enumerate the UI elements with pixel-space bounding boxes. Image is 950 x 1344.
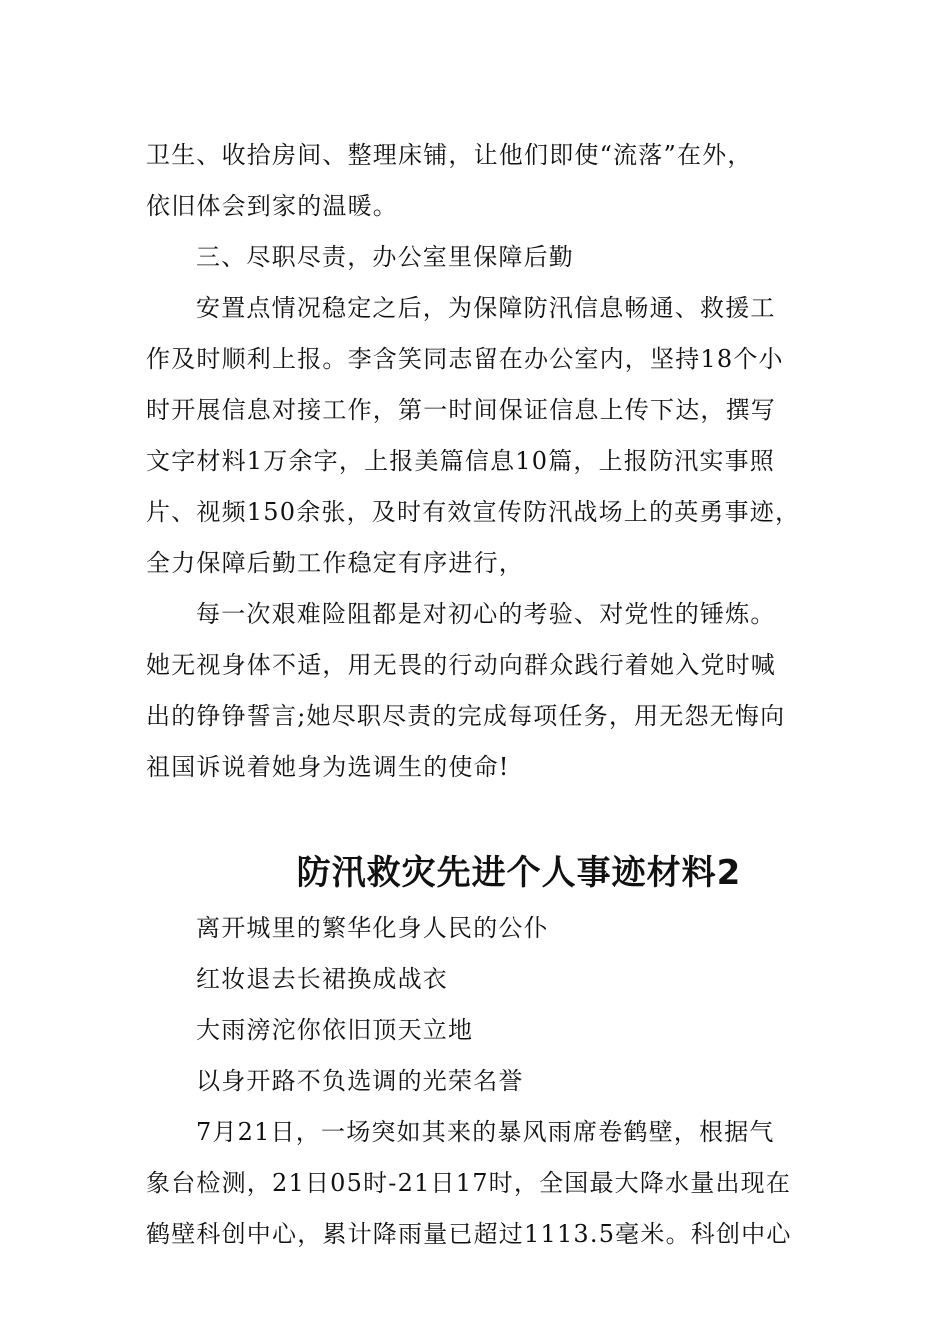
document-body xyxy=(146,130,806,1260)
text-line: 象台检测，21日05时-21日17时，全国最大降水量出现在 xyxy=(146,1169,792,1197)
text-line: 7月21日，一场突如其来的暴风雨席卷鹤壁，根据气 xyxy=(196,1118,775,1146)
text-line: 依旧体会到家的温暖。 xyxy=(146,192,398,220)
text-line: 卫生、收拾房间、整理床铺，让他们即使“流落”在外， xyxy=(146,141,753,169)
text-line: 每一次艰难险阻都是对初心的考验、对党性的锤炼。 xyxy=(196,600,776,628)
poem-line: 红妆退去长裙换成战衣 xyxy=(196,965,448,993)
section-subheading: 三、尽职尽责，办公室里保障后勤 xyxy=(196,243,574,271)
poem-line: 离开城里的繁华化身人民的公仆 xyxy=(196,914,549,942)
poem-line: 大雨滂沱你依旧顶天立地 xyxy=(196,1016,474,1044)
text-line: 文字材料1万余字，上报美篇信息10篇，上报防汛实事照 xyxy=(146,447,776,475)
text-line: 作及时顺利上报。李含笑同志留在办公室内，坚持18个小 xyxy=(146,345,784,373)
text-line: 鹤壁科创中心，累计降雨量已超过1113.5毫米。科创中心 xyxy=(146,1220,792,1248)
text-line: 时开展信息对接工作，第一时间保证信息上传下达，撰写 xyxy=(146,396,776,424)
text-line: 出的铮铮誓言;她尽职尽责的完成每项任务，用无怨无悔向 xyxy=(146,702,786,730)
poem-line: 以身开路不负选调的光荣名誉 xyxy=(196,1067,524,1095)
text-line: 安置点情况稳定之后，为保障防汛信息畅通、救援工 xyxy=(196,294,776,322)
text-line: 祖国诉说着她身为选调生的使命! xyxy=(146,753,510,781)
text-line: 全力保障后勤工作稳定有序进行， xyxy=(146,549,524,577)
text-line: 她无视身体不适，用无畏的行动向群众践行着她入党时喊 xyxy=(146,651,776,679)
text-line: 片、视频150余张，及时有效宣传防汛战场上的英勇事迹， xyxy=(146,498,801,526)
document-title: 防汛救灾先进个人事迹材料2 xyxy=(296,853,742,893)
